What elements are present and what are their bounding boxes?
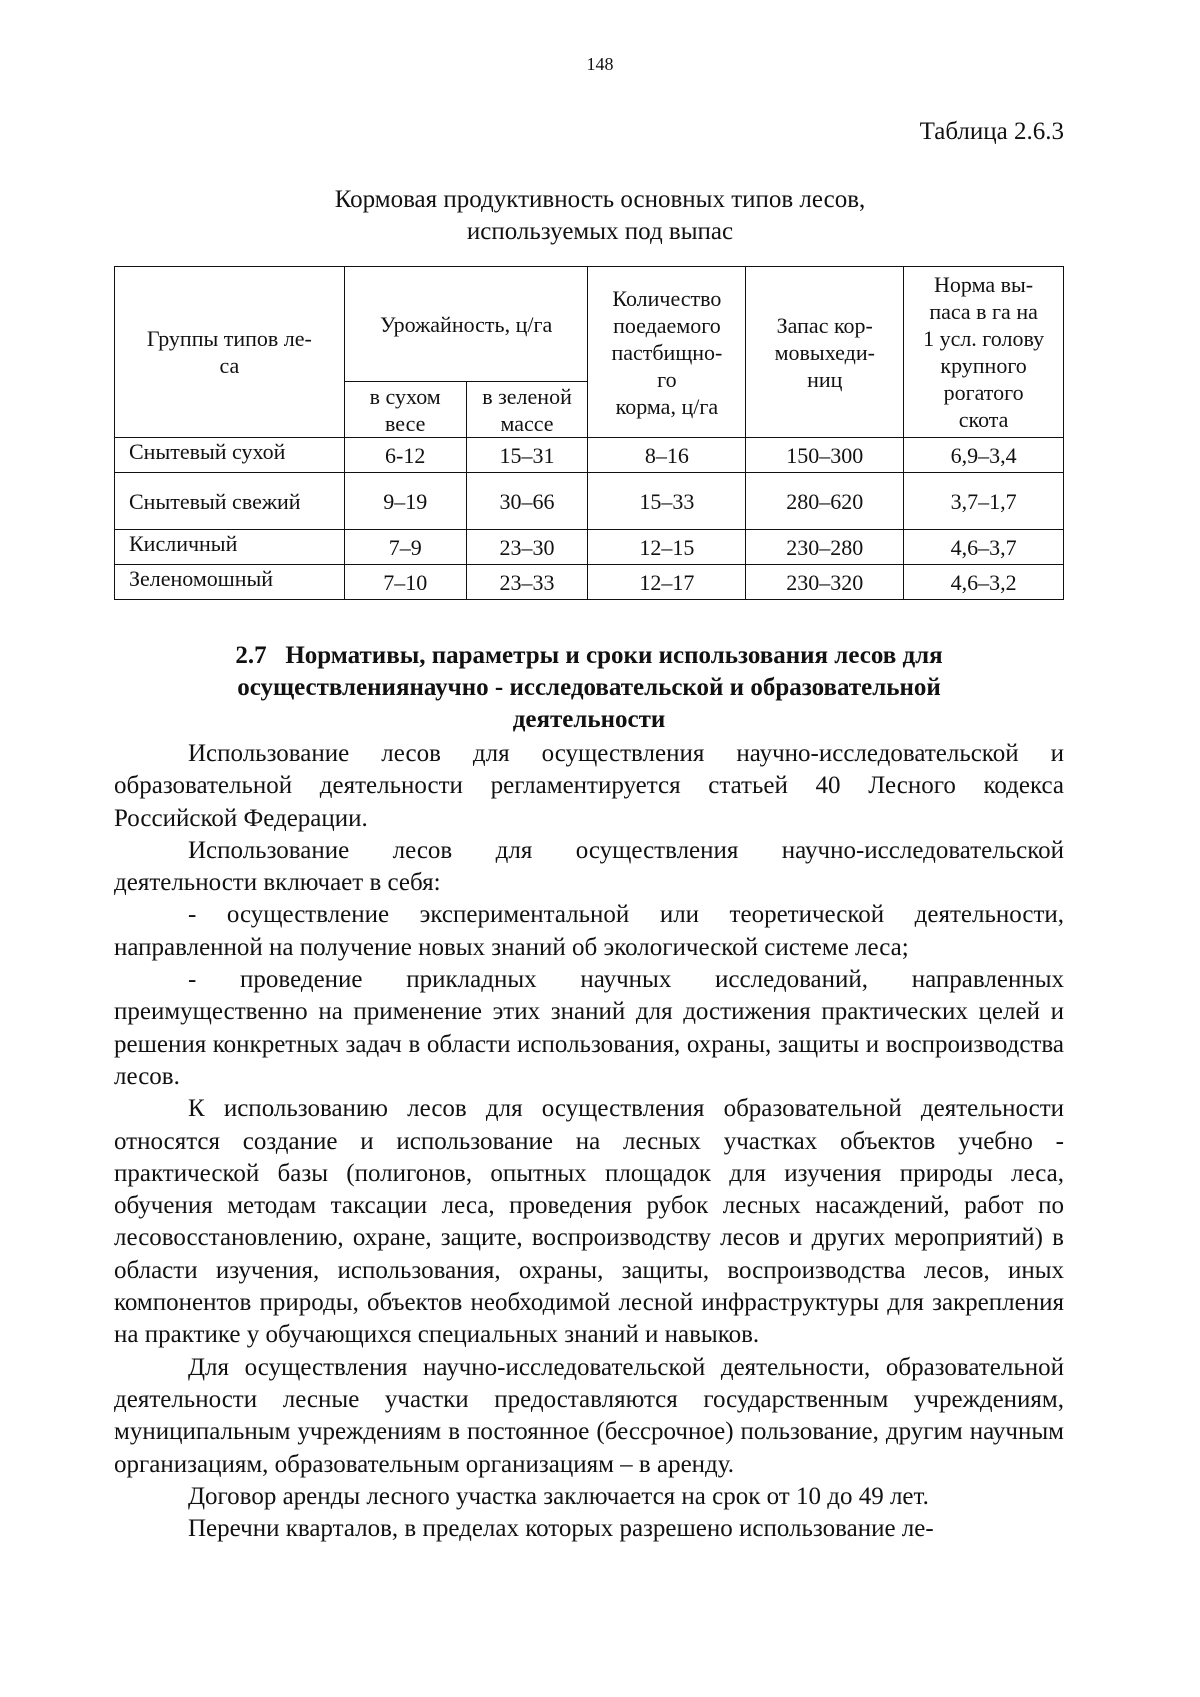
table-row bbox=[115, 473, 1064, 530]
cell-group-text: Снытевый свежий bbox=[129, 488, 301, 514]
cell-yield-dry: 7–10 bbox=[344, 565, 466, 600]
header-grazing-norm: Норма вы- паса в га на 1 усл. голову крупного рогатого скота bbox=[904, 267, 1064, 438]
cell-feed-units: 280–620 bbox=[746, 473, 904, 530]
table-header-row bbox=[115, 267, 1064, 382]
paragraph: Для осуществления научно-исследовательской деятельности, образовательной деятельности лесные участки предоставляются государственным учреждениям, муниципальным учреждениям в постоянное (бессрочное) пользование, другим научным организациям, образовательным организациям – в аренду. bbox=[114, 1353, 1064, 1478]
section-heading-line: деятельности bbox=[512, 706, 666, 733]
cell-eaten-forage: 8–16 bbox=[588, 438, 746, 473]
cell-yield-green: 23–33 bbox=[466, 565, 588, 600]
header-yield-green: в зеленой массе bbox=[466, 382, 588, 438]
section-body bbox=[114, 738, 1064, 1545]
cell-yield-green: 23–30 bbox=[466, 530, 588, 565]
cell-group: Кисличный bbox=[115, 530, 345, 565]
header-eaten-forage: Количество поедаемого пастбищно- го корма, ц/га bbox=[588, 267, 746, 438]
cell-feed-units: 230–320 bbox=[746, 565, 904, 600]
cell-grazing-norm: 3,7–1,7 bbox=[904, 473, 1064, 530]
cell-group: Снытевый сухой bbox=[115, 438, 345, 473]
paragraph: Перечни кварталов, в пределах которых разрешено использование ле- bbox=[188, 1515, 934, 1543]
table-caption-line: используемых под выпас bbox=[466, 218, 734, 245]
table-row bbox=[115, 438, 1064, 473]
page-number: 148 bbox=[586, 54, 614, 74]
section-heading-line: осуществлениянаучно - исследовательской и образовательной bbox=[237, 674, 941, 701]
cell-yield-green: 30–66 bbox=[466, 473, 588, 530]
table-label: Таблица 2.6.3 bbox=[919, 118, 1064, 145]
table-caption bbox=[0, 184, 1200, 248]
cell-grazing-norm: 4,6–3,2 bbox=[904, 565, 1064, 600]
cell-yield-green: 15–31 bbox=[466, 438, 588, 473]
header-yield-dry: в сухом весе bbox=[344, 382, 466, 438]
cell-grazing-norm: 4,6–3,7 bbox=[904, 530, 1064, 565]
section-heading bbox=[114, 640, 1064, 736]
cell-eaten-forage: 12–17 bbox=[588, 565, 746, 600]
paragraph: Использование лесов для осуществления научно-исследовательской и образовательной деятельности регламентируется статьей 40 Лесного кодекса Российской Федерации. bbox=[114, 740, 1064, 832]
paragraph: - проведение прикладных научных исследований, направленных преимущественно на применение этих знаний для достижения практических целей и решения конкретных задач в области использования, охраны, защиты и воспроизводства лесов. bbox=[114, 966, 1064, 1090]
forage-productivity-table bbox=[114, 266, 1064, 600]
cell-eaten-forage: 15–33 bbox=[588, 473, 746, 530]
cell-feed-units: 230–280 bbox=[746, 530, 904, 565]
section-heading-line: 2.7 Нормативы, параметры и сроки использования лесов для bbox=[235, 642, 943, 669]
paragraph: Договор аренды лесного участка заключается на срок от 10 до 49 лет. bbox=[188, 1482, 929, 1510]
cell-yield-dry: 6-12 bbox=[344, 438, 466, 473]
cell-group: Зеленомошный bbox=[115, 565, 345, 600]
cell-grazing-norm: 6,9–3,4 bbox=[904, 438, 1064, 473]
header-group: Группы типов ле- са bbox=[115, 267, 345, 438]
cell-group bbox=[115, 473, 345, 530]
paragraph: - осуществление экспериментальной или теоретической деятельности, направленной на получение новых знаний об экологической системе леса; bbox=[114, 901, 1064, 961]
paragraph: Использование лесов для осуществления научно-исследовательской деятельности включает в себя: bbox=[114, 836, 1064, 897]
cell-feed-units: 150–300 bbox=[746, 438, 904, 473]
header-yield: Урожайность, ц/га bbox=[344, 267, 588, 382]
table-caption-line: Кормовая продуктивность основных типов лесов, bbox=[334, 186, 866, 213]
header-feed-units: Запас кор- мовыхеди- ниц bbox=[746, 267, 904, 438]
table-row bbox=[115, 565, 1064, 600]
table-row bbox=[115, 530, 1064, 565]
paragraph: К использованию лесов для осуществления образовательной деятельности относятся создание и использование на лесных участках объектов учебно - практической базы (полигонов, опытных площадок для изучения природы леса, обучения методам таксации леса, проведения рубок лесных насаждений, работ по лесовосстановлению, охране, защите, воспроизводству лесов и других мероприятий) в области изучения, использования, охраны, защиты, воспроизводства лесов, иных компонентов природы, объектов необходимой лесной инфраструктуры для закрепления на практике у обучающихся специальных знаний и навыков. bbox=[114, 1095, 1064, 1349]
cell-yield-dry: 9–19 bbox=[344, 473, 466, 530]
cell-yield-dry: 7–9 bbox=[344, 530, 466, 565]
cell-eaten-forage: 12–15 bbox=[588, 530, 746, 565]
